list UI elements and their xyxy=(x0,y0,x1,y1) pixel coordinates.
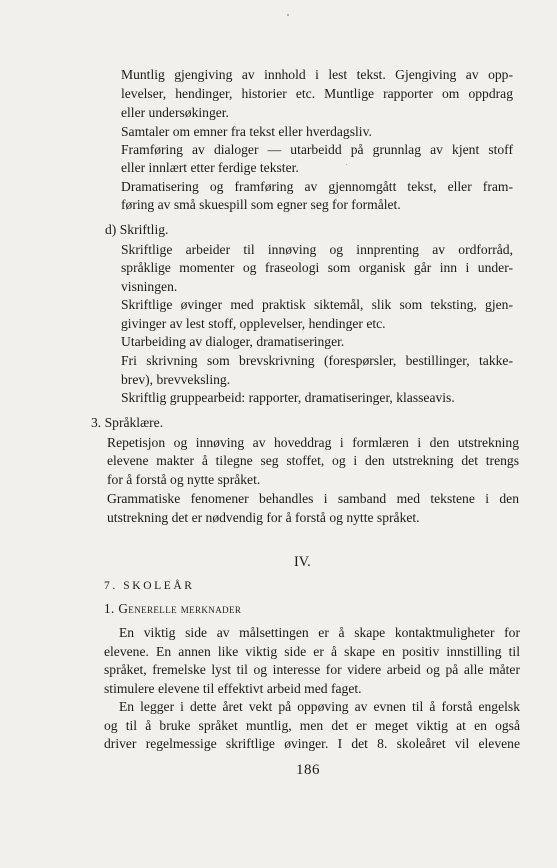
text-line: Skriftlige arbeider til innøving og innprenting av ordforråd, xyxy=(121,242,513,257)
print-speck xyxy=(287,14,289,16)
text-line: Framføring av dialoger — utarbeidd på grunnlag av kjent stoff xyxy=(121,142,513,157)
print-speck xyxy=(346,164,347,165)
text-line: En viktig side av målsettingen er å skape kontaktmuligheter for xyxy=(119,625,520,640)
text-line: Utarbeiding av dialoger, dramatiseringer. xyxy=(121,334,345,349)
text-line: elevene. En annen like viktig side er å skape en positiv innstilling til xyxy=(104,644,520,659)
text-line: Repetisjon og innøving av hoveddrag i formlæren i den utstrekning xyxy=(107,435,519,450)
text-line: språklige momenter og fraseologi som organisk går inn i under- xyxy=(121,260,513,275)
text-line: brev), brevveksling. xyxy=(121,372,231,387)
text-line: eller innlært etter ferdige tekster. xyxy=(121,160,299,175)
text-line: levelser, hendinger, historier etc. Muntlige rapporter om oppdrag xyxy=(121,86,513,101)
chapter-heading: 7. SKOLEÅR xyxy=(104,580,195,592)
text-line: eller undersøkinger. xyxy=(121,105,229,120)
section-heading: 1. Generelle merknader xyxy=(104,601,242,616)
text-line: visningen. xyxy=(121,279,178,294)
text-line: språket, fremelske lyst til og interesse for videre arbeid og på alle måter xyxy=(104,662,520,677)
text-line: stimulere elevene til effektivt arbeid med faget. xyxy=(104,681,362,696)
text-line: givinger av lest stoff, opplevelser, hendinger etc. xyxy=(121,316,386,331)
text-line: Muntlig gjengiving av innhold i lest tekst. Gjengiving av opp- xyxy=(121,67,513,82)
text-line: for å forstå og nytte språket. xyxy=(107,472,261,487)
text-line: Skriftlig gruppearbeid: rapporter, dramatiseringer, klasseavis. xyxy=(121,390,455,405)
text-line: En legger i dette året vekt på oppøving av evnen til å forstå engelsk xyxy=(119,699,520,714)
section-heading: 3. Språklære. xyxy=(91,415,164,430)
text-line: Fri skrivning som brevskrivning (forespørsler, bestillinger, takke- xyxy=(121,353,513,368)
page-number: 186 xyxy=(296,762,320,778)
part-numeral: IV. xyxy=(294,554,311,570)
text-line: Dramatisering og framføring av gjennomgått tekst, eller fram- xyxy=(121,179,513,194)
text-line: føring av små skuespill som egner seg for formålet. xyxy=(121,197,401,212)
text-line: og til å bruke språket muntlig, men det er meget viktig at en også xyxy=(104,718,520,733)
text-line: Grammatiske fenomener behandles i samband med tekstene i den xyxy=(107,491,519,506)
text-line: driver regelmessige skriftlige øvinger. I det 8. skoleåret vil elevene xyxy=(104,736,520,751)
text-line: elevene makter å tilegne seg stoffet, og i den utstrekning det trengs xyxy=(107,453,519,468)
text-line: Skriftlige øvinger med praktisk siktemål, slik som teksting, gjen- xyxy=(121,297,513,312)
subsection-heading: d) Skriftlig. xyxy=(105,222,169,237)
text-line: Samtaler om emner fra tekst eller hverdagsliv. xyxy=(121,124,372,139)
text-line: utstrekning det er nødvendig for å forstå og nytte språket. xyxy=(107,510,420,525)
